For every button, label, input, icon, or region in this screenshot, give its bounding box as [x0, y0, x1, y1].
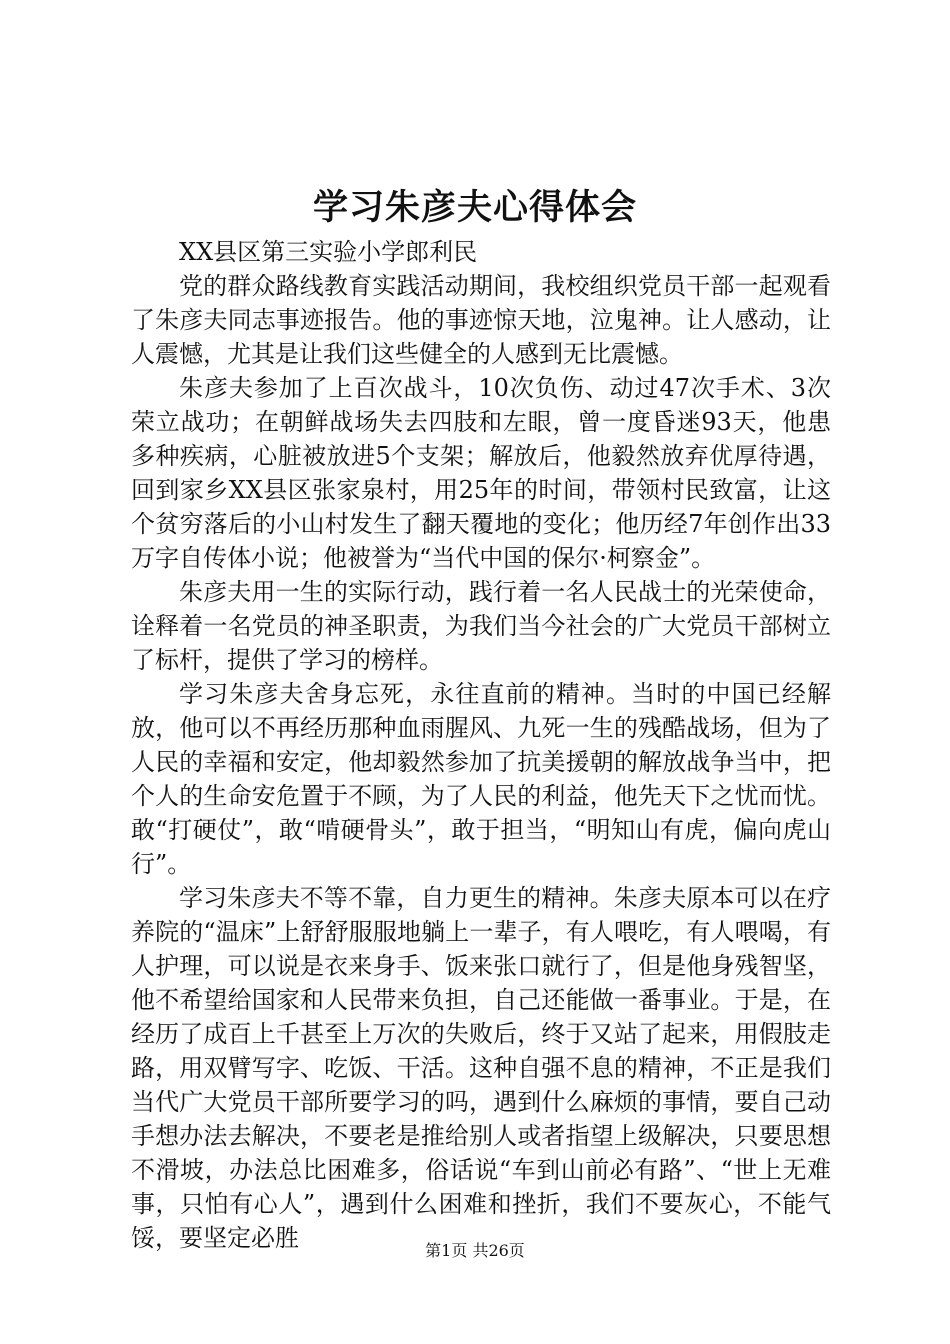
paragraph: 朱彦夫用一生的实际行动，践行着一名人民战士的光荣使命，诠释着一名党员的神圣职责，为我们当今社会的广大党员干部树立了标杆，提供了学习的榜样。 [131, 578, 831, 674]
paragraph: 学习朱彦夫不等不靠，自力更生的精神。朱彦夫原本可以在疗养院的“温床”上舒舒服服地躺上一辈子，有人喂吃，有人喂喝，有人护理，可以说是衣来身手、饭来张口就行了，但是他身残智坚，他不希望给国家和人民带来负担，自己还能做一番事业。于是，在经历了成百上千甚至上万次的失败后，终于又站了起来，用假肢走路，用双臂写字、吃饭、干活。这种自强不息的精神，不正是我们当代广大党员干部所要学习的吗，遇到什么麻烦的事情，要自己动手想办法去解决，不要老是推给别人或者指望上级解决，只要思想不滑坡，办法总比困难多，俗话说“车到山前必有路”、“世上无难事，只怕有心人”，遇到什么困难和挫折，我们不要灰心，不能气馁，要坚定必胜 [131, 884, 831, 1252]
paragraph: 党的群众路线教育实践活动期间，我校组织党员干部一起观看了朱彦夫同志事迹报告。他的事迹惊天地，泣鬼神。让人感动，让人震憾，尤其是让我们这些健全的人感到无比震憾。 [131, 272, 831, 368]
paragraph: 朱彦夫参加了上百次战斗，10次负伤、动过47次手术、3次荣立战功；在朝鲜战场失去四肢和左眼，曾一度昏迷93天，他患多种疾病，心脏被放进5个支架；解放后，他毅然放弃优厚待遇，回到家乡XX县区张家泉村，用25年的时间，带领村民致富，让这个贫穷落后的小山村发生了翻天覆地的变化；他历经7年创作出33万字自传体小说；他被誉为“当代中国的保尔·柯察金”。 [131, 374, 831, 572]
author-line: XX县区第三实验小学郎利民 [179, 238, 478, 266]
page-footer: 第1页 共26页 [425, 1241, 525, 1260]
document-body [131, 235, 831, 1255]
paragraph: 学习朱彦夫舍身忘死，永往直前的精神。当时的中国已经解放，他可以不再经历那种血雨腥风、九死一生的残酷战场，但为了人民的幸福和安定，他却毅然参加了抗美援朝的解放战争当中，把个人的生命安危置于不顾，为了人民的利益，他先天下之忧而忧。敢“打硬仗”，敢“啃硬骨头”，敢于担当，“明知山有虎，偏向虎山行”。 [131, 680, 831, 878]
document-title: 学习朱彦夫心得体会 [312, 187, 637, 228]
